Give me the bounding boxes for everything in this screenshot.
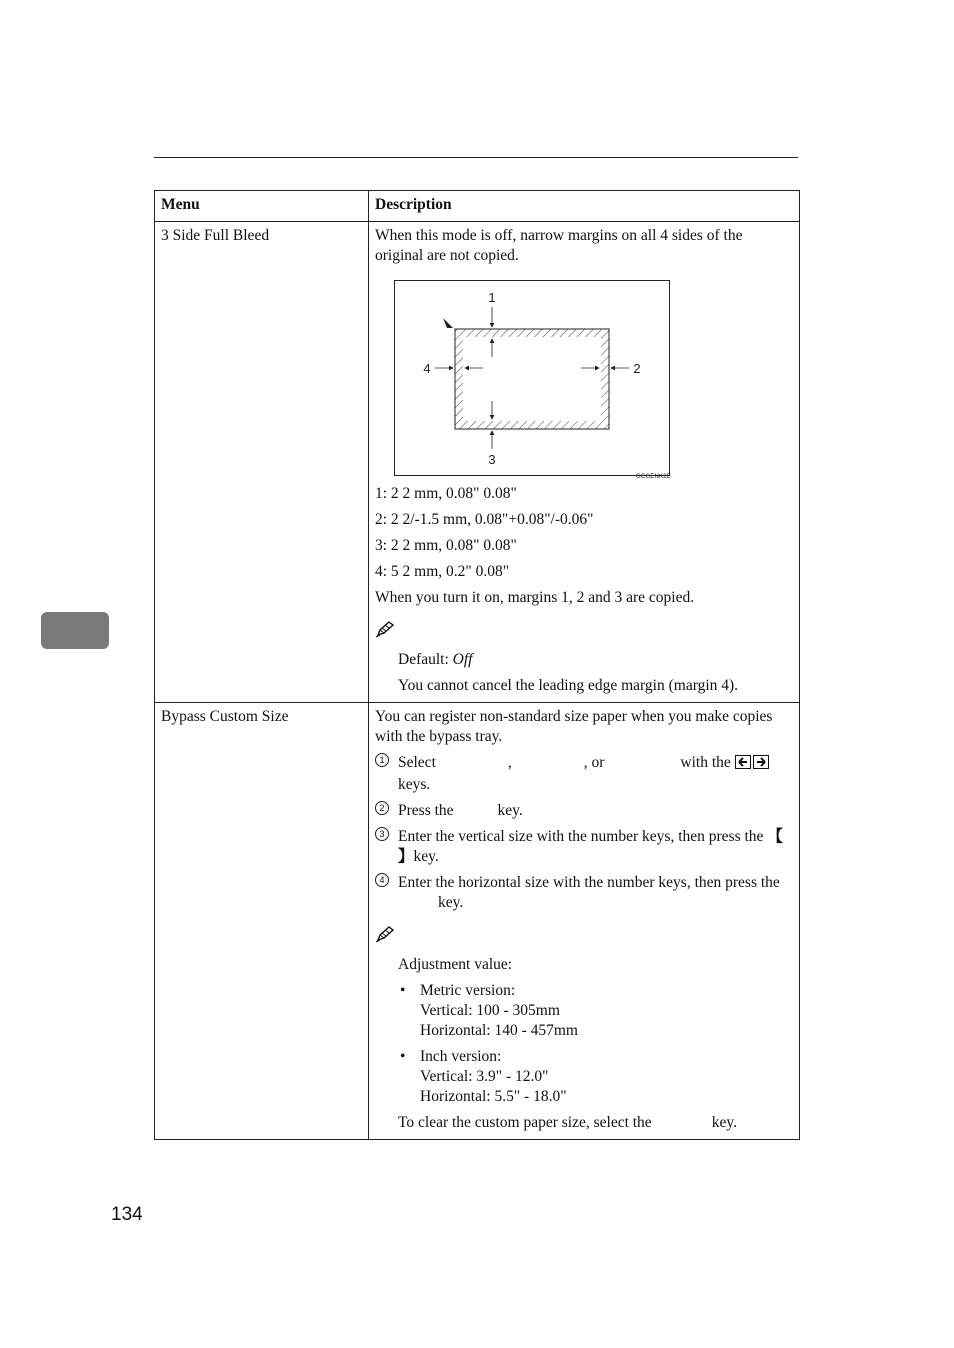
step-number-4: 4	[375, 873, 389, 887]
clear-instruction	[398, 1113, 793, 1133]
step-2-text-a: Press the	[398, 802, 454, 819]
menu-cell-3-side-full-bleed: 3 Side Full Bleed	[155, 222, 369, 703]
description-cell-bypass-custom-size	[369, 703, 800, 1140]
margin-line-3: 3: 2 2 mm, 0.08" 0.08"	[375, 537, 517, 554]
menu-cell-bypass-custom-size: Bypass Custom Size	[155, 703, 369, 1140]
intro-text: When this mode is off, narrow margins on all 4 sides of the original are not copied.	[375, 227, 743, 264]
step-3-text-b: key.	[413, 848, 439, 865]
table-row	[155, 703, 800, 1140]
table-header-row	[155, 191, 800, 222]
step-1-text-a: Select	[398, 754, 436, 771]
diagram-label-2: 2	[633, 361, 641, 376]
step-3-text-a: Enter the vertical size with the number keys, then press the	[398, 828, 764, 845]
metric-vertical: Vertical: 100 - 305mm	[420, 1002, 560, 1019]
adjustment-label: Adjustment value:	[398, 956, 513, 973]
step-3	[375, 827, 793, 867]
bullet-dot: •	[400, 982, 406, 999]
arrow-keys-icon	[735, 755, 769, 775]
clear-text-b: key.	[711, 1114, 737, 1131]
default-label: Default:	[398, 651, 453, 668]
pencil-note-icon	[375, 925, 793, 949]
step-number-3: 3	[375, 827, 389, 841]
margin-diagram	[394, 280, 671, 480]
pencil-note-icon	[375, 620, 793, 644]
page-number: 134	[111, 1204, 143, 1225]
margin-line-1: 1: 2 2 mm, 0.08" 0.08"	[375, 485, 517, 502]
intro-text: You can register non-standard size paper when you make copies with the bypass tray.	[375, 708, 773, 745]
step-4	[375, 873, 793, 913]
step-1	[375, 753, 793, 795]
default-value: Off	[452, 651, 473, 668]
figure-code: GCGENK2E	[636, 474, 671, 480]
step-1-text-c: , or	[583, 754, 605, 771]
default-line	[398, 650, 793, 670]
description-cell-3-side-full-bleed	[369, 222, 800, 703]
metric-horizontal: Horizontal: 140 - 457mm	[420, 1022, 578, 1039]
diagram-label-3: 3	[488, 452, 496, 467]
header-rule	[154, 157, 798, 158]
step-3-bracket: 【 】	[398, 828, 783, 865]
margin-line-2: 2: 2 2/-1.5 mm, 0.08"+0.08"/-0.06"	[375, 511, 594, 528]
step-number-1: 1	[375, 753, 389, 767]
step-2	[375, 801, 793, 821]
list-item	[398, 981, 793, 1041]
step-1-text-b: ,	[507, 754, 512, 771]
margin-line-4: 4: 5 2 mm, 0.2" 0.08"	[375, 563, 510, 580]
bullet-dot: •	[400, 1048, 406, 1065]
inch-vertical: Vertical: 3.9" - 12.0"	[420, 1068, 549, 1085]
step-4-text-a: Enter the horizontal size with the number keys, then press the	[398, 874, 780, 891]
clear-text-a: To clear the custom paper size, select the	[398, 1114, 652, 1131]
list-item	[398, 1047, 793, 1107]
step-1-text-e: keys.	[398, 776, 431, 793]
description-column-header: Description	[369, 191, 800, 222]
step-2-text-b: key.	[497, 802, 523, 819]
metric-title: Metric version:	[420, 982, 516, 999]
settings-table	[154, 190, 800, 1140]
inch-horizontal: Horizontal: 5.5" - 18.0"	[420, 1088, 567, 1105]
inch-title: Inch version:	[420, 1048, 502, 1065]
diagram-label-1: 1	[488, 290, 496, 305]
step-4-text-b: key.	[438, 894, 464, 911]
step-number-2: 2	[375, 801, 389, 815]
diagram-label-4: 4	[423, 361, 431, 376]
menu-column-header: Menu	[155, 191, 369, 222]
leading-edge-note: You cannot cancel the leading edge margin (margin 4).	[398, 677, 739, 694]
table-row	[155, 222, 800, 703]
step-1-text-d: with the	[680, 754, 731, 771]
on-text: When you turn it on, margins 1, 2 and 3 are copied.	[375, 589, 695, 606]
chapter-tab	[41, 612, 109, 649]
